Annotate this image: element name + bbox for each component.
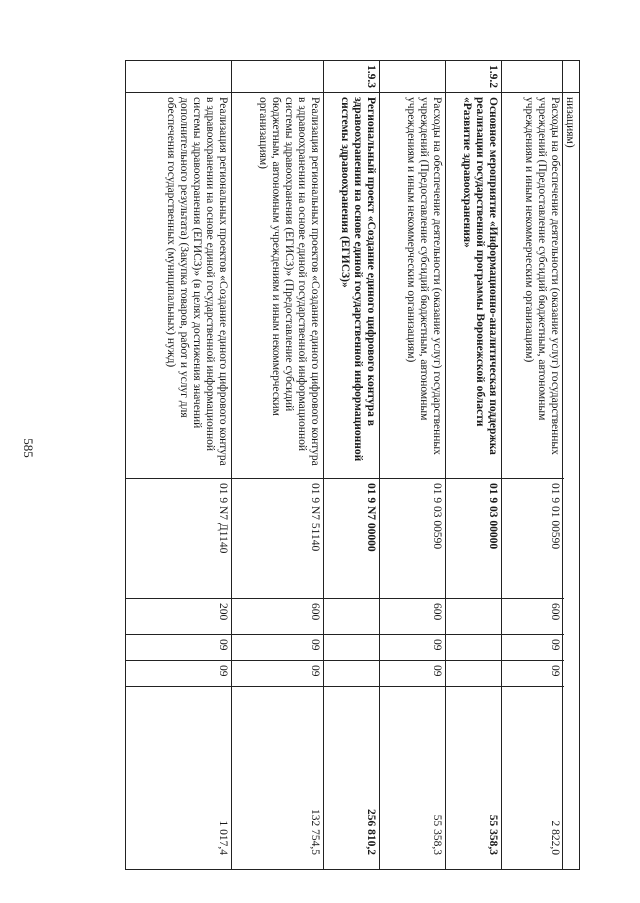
row-vr-cell <box>324 598 380 634</box>
row-pr-cell <box>324 660 380 686</box>
row-csr-cell: 01 9 03 00590 <box>380 478 446 598</box>
row-csr-cell: 01 9 N7 51140 <box>232 478 324 598</box>
row-rz-cell <box>446 634 502 660</box>
row-rz-cell: 09 <box>380 634 446 660</box>
row-name-cell: Расходы на обеспечение деятельности (оказание услуг) государственных учреждений (Предоставление субсидий бюджетным, автономным учреждениям и иным некоммерческим организациям) <box>502 92 564 478</box>
row-number-cell: 1.9.3 <box>324 60 380 92</box>
row-number-cell <box>126 60 232 92</box>
row-sum-cell: 2 822,0 <box>502 686 564 870</box>
row-rz-cell <box>324 634 380 660</box>
table-row <box>445 60 502 870</box>
row-pr-cell: 09 <box>126 660 232 686</box>
table-row <box>125 60 232 870</box>
row-pr-cell: 09 <box>502 660 564 686</box>
table-row <box>231 60 324 870</box>
row-name-cell: Основное мероприятие «Информационно-аналитическая поддержка реализации государственной программы Воронежской области «Развитие здравоохранения» <box>446 92 502 478</box>
row-rz-cell: 09 <box>126 634 232 660</box>
row-number-cell <box>563 60 579 92</box>
table-row <box>379 60 446 870</box>
row-name-cell: низациям) <box>563 92 579 870</box>
table-row <box>562 60 580 870</box>
table-row <box>501 60 564 870</box>
row-number-cell <box>232 60 324 92</box>
row-sum-cell: 55 358,3 <box>380 686 446 870</box>
row-name-cell: Реализация региональных проектов «Создание единого цифрового контура в здравоохранении на основе единой государственной информационной системы здравоохранения (ЕГИСЗ)» (в целях достижения значений дополнительного результата) (Закупка товаров, работ и услуг для обеспечения государственных (муниципальных) нужд) <box>126 92 232 478</box>
row-number-cell <box>502 60 564 92</box>
row-vr-cell: 600 <box>232 598 324 634</box>
page-number: 585 <box>20 438 36 458</box>
row-csr-cell: 01 9 01 00590 <box>502 478 564 598</box>
row-sum-cell: 132 754,5 <box>232 686 324 870</box>
row-csr-cell: 01 9 N7 Д1140 <box>126 478 232 598</box>
table-row <box>323 60 380 870</box>
row-vr-cell: 200 <box>126 598 232 634</box>
row-vr-cell: 600 <box>502 598 564 634</box>
row-vr-cell: 600 <box>380 598 446 634</box>
row-name-cell: Реализация региональных проектов «Создание единого цифрового контура в здравоохранении на основе единой государственной информационной системы здравоохранения (ЕГИСЗ)» (Предоставление субсидий бюджетным, автономным учреждениям и иным некоммерческим организациям) <box>232 92 324 478</box>
row-rz-cell: 09 <box>502 634 564 660</box>
row-vr-cell <box>446 598 502 634</box>
row-sum-cell: 55 358,3 <box>446 686 502 870</box>
row-csr-cell: 01 9 03 00000 <box>446 478 502 598</box>
row-csr-cell: 01 9 N7 00000 <box>324 478 380 598</box>
budget-table <box>60 60 580 870</box>
row-pr-cell: 09 <box>380 660 446 686</box>
row-name-cell: Региональный проект «Создание единого цифрового контура в здравоохранении на основе единой государственной информационной системы здравоохранения (ЕГИСЗ)» <box>324 92 380 478</box>
row-pr-cell: 09 <box>232 660 324 686</box>
row-number-cell: 1.9.2 <box>446 60 502 92</box>
row-name-cell: Расходы на обеспечение деятельности (оказание услуг) государственных учреждений (Предоставление субсидий бюджетным, автономным учреждениям и иным некоммерческим организациям) <box>380 92 446 478</box>
row-sum-cell: 256 810,2 <box>324 686 380 870</box>
row-pr-cell <box>446 660 502 686</box>
row-number-cell <box>380 60 446 92</box>
row-sum-cell: 1 017,4 <box>126 686 232 870</box>
row-rz-cell: 09 <box>232 634 324 660</box>
